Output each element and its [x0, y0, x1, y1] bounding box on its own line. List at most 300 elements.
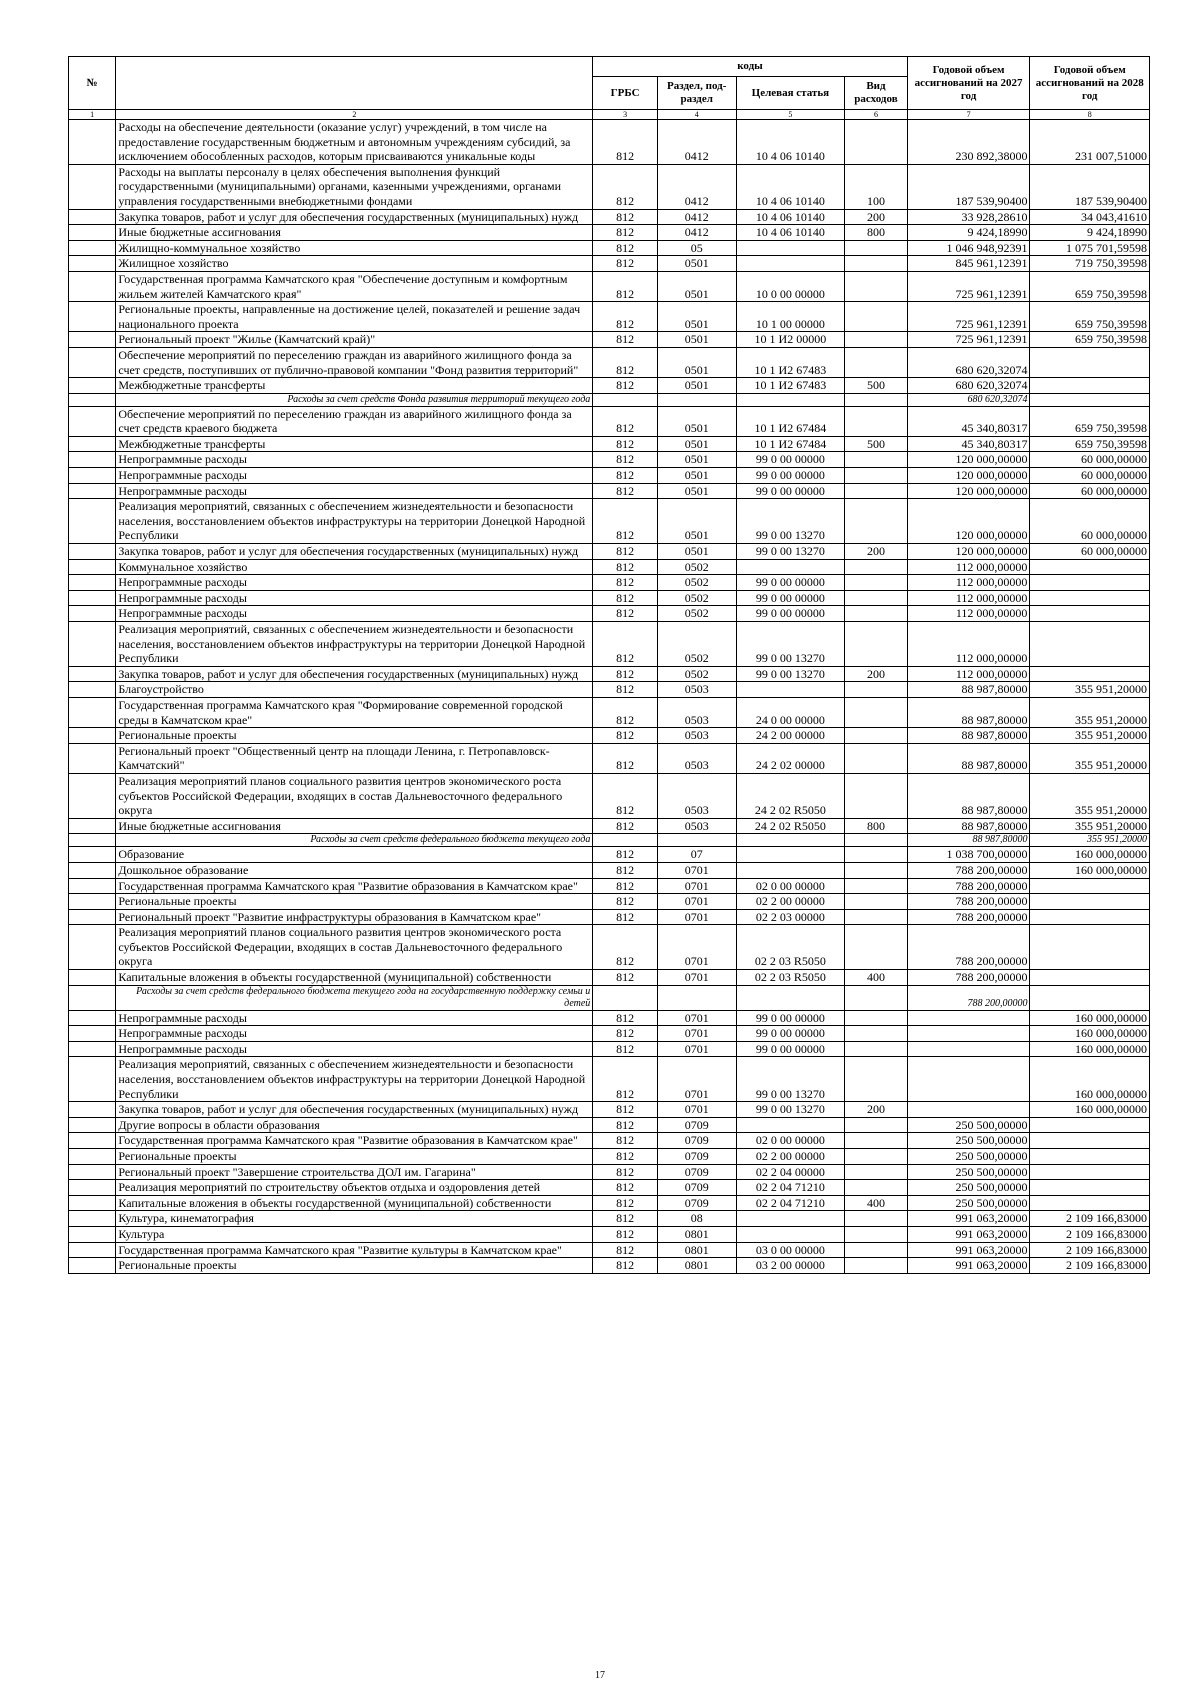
cell-amount-2028: 187 539,90400 [1030, 164, 1150, 209]
cell-number [69, 1164, 116, 1180]
table-row [69, 666, 1150, 682]
cell-target-article: 10 4 06 10140 [736, 164, 845, 209]
cell-target-article: 99 0 00 13270 [736, 666, 845, 682]
cell-amount-2028: 2 109 166,83000 [1030, 1226, 1150, 1242]
cell-amount-2028: 355 951,20000 [1030, 728, 1150, 744]
cell-expense-kind [845, 834, 907, 847]
cell-expense-kind: 200 [845, 1102, 907, 1118]
cell-expense-kind [845, 271, 907, 301]
cell-section: 05 [657, 240, 736, 256]
cell-expense-kind [845, 256, 907, 272]
cell-amount-2027: 112 000,00000 [907, 622, 1030, 667]
cell-number [69, 378, 116, 394]
cell-section: 0501 [657, 483, 736, 499]
cell-section: 0502 [657, 590, 736, 606]
cell-name: Капитальные вложения в объекты государственной (муниципальной) собственности [116, 970, 593, 986]
cell-target-article: 99 0 00 13270 [736, 622, 845, 667]
cell-name: Капитальные вложения в объекты государственной (муниципальной) собственности [116, 1195, 593, 1211]
cell-number [69, 1117, 116, 1133]
cell-number [69, 862, 116, 878]
cell-amount-2028: 2 109 166,83000 [1030, 1211, 1150, 1227]
cell-number [69, 970, 116, 986]
cell-name: Государственная программа Камчатского края "Формирование современной городской среды в Камчатском крае" [116, 697, 593, 727]
cell-expense-kind [845, 406, 907, 436]
cell-number [69, 347, 116, 377]
cell-grbs: 812 [593, 436, 658, 452]
cell-name: Государственная программа Камчатского края "Развитие образования в Камчатском крае" [116, 1133, 593, 1149]
cell-name: Непрограммные расходы [116, 575, 593, 591]
cell-amount-2028 [1030, 1180, 1150, 1196]
table-row [69, 332, 1150, 348]
cell-section: 0412 [657, 225, 736, 241]
cell-name: Непрограммные расходы [116, 1010, 593, 1026]
table-row [69, 240, 1150, 256]
cell-target-article: 99 0 00 00000 [736, 606, 845, 622]
cell-grbs: 812 [593, 347, 658, 377]
cell-number [69, 1226, 116, 1242]
table-row [69, 1211, 1150, 1227]
cell-number [69, 164, 116, 209]
cell-amount-2028: 355 951,20000 [1030, 773, 1150, 818]
cell-amount-2028: 60 000,00000 [1030, 499, 1150, 544]
cell-section: 0501 [657, 256, 736, 272]
cell-number [69, 559, 116, 575]
cell-expense-kind [845, 240, 907, 256]
cell-name: Благоустройство [116, 682, 593, 698]
header-number: № [69, 57, 116, 110]
cell-grbs: 812 [593, 225, 658, 241]
cell-amount-2027: 250 500,00000 [907, 1133, 1030, 1149]
table-row [69, 544, 1150, 560]
cell-amount-2028: 160 000,00000 [1030, 1102, 1150, 1118]
table-row [69, 1117, 1150, 1133]
cell-grbs: 812 [593, 1133, 658, 1149]
table-row [69, 1242, 1150, 1258]
cell-expense-kind: 200 [845, 666, 907, 682]
cell-amount-2028: 160 000,00000 [1030, 862, 1150, 878]
table-row [69, 406, 1150, 436]
cell-name: Иные бюджетные ассигнования [116, 818, 593, 834]
cell-section: 0501 [657, 271, 736, 301]
cell-expense-kind [845, 985, 907, 1010]
cell-amount-2027: 788 200,00000 [907, 894, 1030, 910]
cell-amount-2028: 659 750,39598 [1030, 332, 1150, 348]
cell-number [69, 878, 116, 894]
table-row [69, 499, 1150, 544]
column-number: 3 [593, 110, 658, 120]
cell-target-article [736, 682, 845, 698]
table-row [69, 1226, 1150, 1242]
cell-grbs: 812 [593, 302, 658, 332]
cell-target-article: 10 1 И2 67484 [736, 436, 845, 452]
cell-amount-2028: 659 750,39598 [1030, 406, 1150, 436]
cell-amount-2028: 160 000,00000 [1030, 1010, 1150, 1026]
cell-grbs: 812 [593, 452, 658, 468]
cell-target-article: 02 2 04 71210 [736, 1180, 845, 1196]
table-row [69, 1102, 1150, 1118]
cell-expense-kind [845, 1149, 907, 1165]
cell-grbs: 812 [593, 332, 658, 348]
cell-target-article [736, 1117, 845, 1133]
cell-target-article: 99 0 00 00000 [736, 452, 845, 468]
cell-expense-kind [845, 499, 907, 544]
cell-grbs: 812 [593, 773, 658, 818]
cell-name: Региональные проекты [116, 1149, 593, 1165]
table-row [69, 452, 1150, 468]
cell-number [69, 1242, 116, 1258]
cell-amount-2028: 60 000,00000 [1030, 483, 1150, 499]
cell-name: Реализация мероприятий по строительству объектов отдыха и оздоровления детей [116, 1180, 593, 1196]
cell-amount-2027: 680 620,32074 [907, 347, 1030, 377]
cell-section: 0503 [657, 697, 736, 727]
cell-amount-2028: 9 424,18990 [1030, 225, 1150, 241]
cell-amount-2028 [1030, 590, 1150, 606]
cell-name: Региональный проект "Общественный центр на площади Ленина, г. Петропавловск-Камчатский" [116, 743, 593, 773]
cell-amount-2027: 788 200,00000 [907, 909, 1030, 925]
table-note-row [69, 985, 1150, 1010]
cell-amount-2027: 788 200,00000 [907, 878, 1030, 894]
cell-amount-2028: 2 109 166,83000 [1030, 1258, 1150, 1274]
cell-amount-2027: 250 500,00000 [907, 1117, 1030, 1133]
cell-section: 0501 [657, 347, 736, 377]
cell-number [69, 256, 116, 272]
cell-amount-2027: 120 000,00000 [907, 468, 1030, 484]
cell-grbs [593, 985, 658, 1010]
cell-number [69, 666, 116, 682]
cell-amount-2027: 250 500,00000 [907, 1180, 1030, 1196]
cell-name: Реализация мероприятий планов социального развития центров экономического роста субъектов Российской Федерации, входящих в состав Дальневосточного федерального округа [116, 773, 593, 818]
cell-amount-2027: 112 000,00000 [907, 666, 1030, 682]
cell-amount-2027: 88 987,80000 [907, 697, 1030, 727]
cell-expense-kind [845, 1026, 907, 1042]
table-row [69, 1026, 1150, 1042]
cell-grbs: 812 [593, 728, 658, 744]
cell-expense-kind [845, 347, 907, 377]
cell-amount-2028: 355 951,20000 [1030, 697, 1150, 727]
cell-grbs: 812 [593, 1117, 658, 1133]
table-row [69, 878, 1150, 894]
cell-expense-kind [845, 862, 907, 878]
cell-expense-kind [845, 606, 907, 622]
cell-amount-2027: 991 063,20000 [907, 1226, 1030, 1242]
cell-number [69, 1258, 116, 1274]
table-row [69, 773, 1150, 818]
cell-target-article [736, 256, 845, 272]
cell-number [69, 302, 116, 332]
cell-amount-2028 [1030, 1117, 1150, 1133]
cell-amount-2028: 2 109 166,83000 [1030, 1242, 1150, 1258]
cell-amount-2027: 33 928,28610 [907, 209, 1030, 225]
cell-expense-kind [845, 1258, 907, 1274]
cell-grbs: 812 [593, 164, 658, 209]
cell-target-article: 24 2 02 R5050 [736, 818, 845, 834]
cell-amount-2027: 991 063,20000 [907, 1242, 1030, 1258]
cell-amount-2028: 659 750,39598 [1030, 271, 1150, 301]
cell-number [69, 1149, 116, 1165]
cell-amount-2027: 88 987,80000 [907, 682, 1030, 698]
cell-name: Культура, кинематография [116, 1211, 593, 1227]
cell-expense-kind [845, 682, 907, 698]
cell-target-article: 02 0 00 00000 [736, 878, 845, 894]
cell-number [69, 1010, 116, 1026]
cell-grbs: 812 [593, 1242, 658, 1258]
cell-name: Государственная программа Камчатского края "Обеспечение доступным и комфортным жильем жителей Камчатского края" [116, 271, 593, 301]
cell-expense-kind [845, 120, 907, 165]
table-row [69, 1133, 1150, 1149]
cell-section: 0709 [657, 1117, 736, 1133]
cell-amount-2027: 250 500,00000 [907, 1149, 1030, 1165]
cell-section: 0701 [657, 1041, 736, 1057]
cell-name: Закупка товаров, работ и услуг для обеспечения государственных (муниципальных) нужд [116, 1102, 593, 1118]
cell-amount-2027: 250 500,00000 [907, 1195, 1030, 1211]
cell-expense-kind [845, 559, 907, 575]
cell-amount-2028 [1030, 378, 1150, 394]
cell-amount-2027: 680 620,32074 [907, 393, 1030, 406]
cell-amount-2027: 1 038 700,00000 [907, 847, 1030, 863]
cell-amount-2028 [1030, 347, 1150, 377]
cell-section [657, 834, 736, 847]
cell-name: Государственная программа Камчатского края "Развитие культуры в Камчатском крае" [116, 1242, 593, 1258]
cell-amount-2027 [907, 1057, 1030, 1102]
cell-target-article: 02 2 00 00000 [736, 1149, 845, 1165]
page-number: 17 [595, 1670, 605, 1681]
cell-expense-kind [845, 1133, 907, 1149]
cell-name: Другие вопросы в области образования [116, 1117, 593, 1133]
table-row [69, 909, 1150, 925]
cell-name: Непрограммные расходы [116, 1041, 593, 1057]
cell-number [69, 985, 116, 1010]
cell-target-article: 24 2 00 00000 [736, 728, 845, 744]
cell-target-article: 02 2 04 00000 [736, 1164, 845, 1180]
cell-amount-2028 [1030, 606, 1150, 622]
cell-amount-2027: 788 200,00000 [907, 862, 1030, 878]
cell-target-article: 10 1 00 00000 [736, 302, 845, 332]
cell-amount-2027 [907, 1102, 1030, 1118]
cell-target-article [736, 847, 845, 863]
cell-number [69, 225, 116, 241]
cell-target-article: 02 2 00 00000 [736, 894, 845, 910]
cell-section: 0502 [657, 575, 736, 591]
table-row [69, 1164, 1150, 1180]
cell-grbs: 812 [593, 120, 658, 165]
cell-amount-2027: 88 987,80000 [907, 728, 1030, 744]
table-row [69, 1149, 1150, 1165]
cell-grbs: 812 [593, 1057, 658, 1102]
cell-grbs: 812 [593, 483, 658, 499]
cell-expense-kind [845, 1226, 907, 1242]
cell-name: Межбюджетные трансферты [116, 436, 593, 452]
cell-name: Расходы за счет средств федерального бюджета текущего года [116, 834, 593, 847]
cell-amount-2028 [1030, 1164, 1150, 1180]
cell-grbs: 812 [593, 1010, 658, 1026]
cell-amount-2028 [1030, 1149, 1150, 1165]
cell-section: 0501 [657, 499, 736, 544]
cell-grbs: 812 [593, 970, 658, 986]
cell-name: Образование [116, 847, 593, 863]
cell-amount-2028 [1030, 559, 1150, 575]
cell-grbs: 812 [593, 847, 658, 863]
cell-amount-2028 [1030, 894, 1150, 910]
cell-target-article: 99 0 00 13270 [736, 1102, 845, 1118]
cell-expense-kind [845, 773, 907, 818]
cell-number [69, 1041, 116, 1057]
column-number: 4 [657, 110, 736, 120]
column-number: 1 [69, 110, 116, 120]
cell-grbs: 812 [593, 378, 658, 394]
cell-section: 0501 [657, 378, 736, 394]
column-number: 8 [1030, 110, 1150, 120]
table-row [69, 164, 1150, 209]
cell-target-article: 99 0 00 13270 [736, 1057, 845, 1102]
cell-target-article: 99 0 00 00000 [736, 1041, 845, 1057]
cell-name: Реализация мероприятий, связанных с обеспечением жизнедеятельности и безопасности населения, восстановлением объектов инфраструктуры на территории Донецкой Народной Республики [116, 622, 593, 667]
cell-section: 0801 [657, 1258, 736, 1274]
table-row [69, 559, 1150, 575]
cell-section: 0503 [657, 682, 736, 698]
cell-name: Государственная программа Камчатского края "Развитие образования в Камчатском крае" [116, 878, 593, 894]
table-row [69, 925, 1150, 970]
cell-name: Межбюджетные трансферты [116, 378, 593, 394]
cell-target-article: 02 0 00 00000 [736, 1133, 845, 1149]
cell-grbs: 812 [593, 878, 658, 894]
cell-target-article: 10 4 06 10140 [736, 209, 845, 225]
cell-name: Закупка товаров, работ и услуг для обеспечения государственных (муниципальных) нужд [116, 209, 593, 225]
table-row [69, 575, 1150, 591]
header-name [116, 57, 593, 110]
cell-section: 0801 [657, 1242, 736, 1258]
cell-amount-2028: 355 951,20000 [1030, 834, 1150, 847]
cell-grbs: 812 [593, 1258, 658, 1274]
table-row [69, 483, 1150, 499]
cell-target-article: 10 4 06 10140 [736, 120, 845, 165]
budget-table-sheet [68, 56, 1150, 1274]
cell-number [69, 728, 116, 744]
cell-amount-2027: 88 987,80000 [907, 773, 1030, 818]
cell-section [657, 393, 736, 406]
cell-grbs: 812 [593, 818, 658, 834]
cell-section: 0501 [657, 302, 736, 332]
cell-amount-2028: 355 951,20000 [1030, 743, 1150, 773]
cell-grbs: 812 [593, 544, 658, 560]
cell-number [69, 1133, 116, 1149]
cell-amount-2028: 355 951,20000 [1030, 818, 1150, 834]
cell-amount-2027: 991 063,20000 [907, 1211, 1030, 1227]
cell-section: 0503 [657, 773, 736, 818]
cell-name: Непрограммные расходы [116, 590, 593, 606]
cell-target-article: 02 2 03 R5050 [736, 970, 845, 986]
cell-amount-2027: 120 000,00000 [907, 483, 1030, 499]
cell-name: Дошкольное образование [116, 862, 593, 878]
cell-number [69, 575, 116, 591]
cell-amount-2028: 719 750,39598 [1030, 256, 1150, 272]
cell-number [69, 271, 116, 301]
table-row [69, 302, 1150, 332]
cell-amount-2028 [1030, 622, 1150, 667]
cell-name: Непрограммные расходы [116, 483, 593, 499]
cell-expense-kind [845, 452, 907, 468]
cell-amount-2028 [1030, 925, 1150, 970]
cell-target-article [736, 1226, 845, 1242]
cell-amount-2027: 120 000,00000 [907, 544, 1030, 560]
cell-section: 0701 [657, 1102, 736, 1118]
cell-grbs: 812 [593, 622, 658, 667]
table-row [69, 120, 1150, 165]
cell-amount-2028 [1030, 1133, 1150, 1149]
cell-grbs: 812 [593, 682, 658, 698]
cell-expense-kind [845, 925, 907, 970]
cell-amount-2027: 991 063,20000 [907, 1258, 1030, 1274]
cell-target-article: 99 0 00 00000 [736, 468, 845, 484]
cell-name: Расходы за счет средств федерального бюджета текущего года на государственную поддержку семьи и детей [116, 985, 593, 1010]
cell-amount-2028: 160 000,00000 [1030, 1041, 1150, 1057]
cell-section: 0701 [657, 970, 736, 986]
cell-expense-kind [845, 1211, 907, 1227]
cell-grbs [593, 834, 658, 847]
cell-target-article [736, 240, 845, 256]
cell-amount-2028 [1030, 393, 1150, 406]
cell-section: 0503 [657, 728, 736, 744]
cell-name: Обеспечение мероприятий по переселению граждан из аварийного жилищного фонда за счет средств, поступивших от публично-правовой компании "Фонд развития территорий" [116, 347, 593, 377]
cell-amount-2028: 355 951,20000 [1030, 682, 1150, 698]
cell-expense-kind [845, 393, 907, 406]
cell-grbs: 812 [593, 1226, 658, 1242]
table-row [69, 862, 1150, 878]
cell-amount-2027: 120 000,00000 [907, 499, 1030, 544]
cell-target-article: 10 4 06 10140 [736, 225, 845, 241]
cell-grbs: 812 [593, 1195, 658, 1211]
cell-grbs: 812 [593, 697, 658, 727]
table-row [69, 847, 1150, 863]
cell-expense-kind [845, 847, 907, 863]
cell-section: 0412 [657, 209, 736, 225]
cell-number [69, 120, 116, 165]
cell-amount-2027: 250 500,00000 [907, 1164, 1030, 1180]
cell-number [69, 622, 116, 667]
cell-name: Культура [116, 1226, 593, 1242]
cell-amount-2028 [1030, 1195, 1150, 1211]
cell-expense-kind: 200 [845, 209, 907, 225]
cell-expense-kind: 100 [845, 164, 907, 209]
cell-expense-kind [845, 1242, 907, 1258]
column-number-row [69, 110, 1150, 120]
cell-number [69, 834, 116, 847]
cell-expense-kind [845, 1117, 907, 1133]
cell-amount-2027: 680 620,32074 [907, 378, 1030, 394]
table-row [69, 468, 1150, 484]
cell-section: 08 [657, 1211, 736, 1227]
cell-amount-2027: 112 000,00000 [907, 575, 1030, 591]
cell-expense-kind [845, 1180, 907, 1196]
cell-expense-kind [845, 728, 907, 744]
cell-grbs: 812 [593, 1180, 658, 1196]
cell-grbs: 812 [593, 1149, 658, 1165]
cell-target-article: 99 0 00 00000 [736, 483, 845, 499]
cell-name: Расходы на выплаты персоналу в целях обеспечения выполнения функций государственными (муниципальными) органами, казенными учреждениями, органами управления государственными внебюджетными фондами [116, 164, 593, 209]
cell-grbs: 812 [593, 909, 658, 925]
cell-amount-2027: 120 000,00000 [907, 452, 1030, 468]
cell-amount-2028 [1030, 985, 1150, 1010]
cell-expense-kind [845, 590, 907, 606]
cell-amount-2028: 60 000,00000 [1030, 468, 1150, 484]
cell-expense-kind [845, 1041, 907, 1057]
cell-name: Региональные проекты [116, 728, 593, 744]
cell-amount-2027: 9 424,18990 [907, 225, 1030, 241]
cell-target-article [736, 834, 845, 847]
cell-section: 0503 [657, 743, 736, 773]
cell-section: 0701 [657, 878, 736, 894]
cell-amount-2027: 45 340,80317 [907, 436, 1030, 452]
cell-section: 0709 [657, 1133, 736, 1149]
